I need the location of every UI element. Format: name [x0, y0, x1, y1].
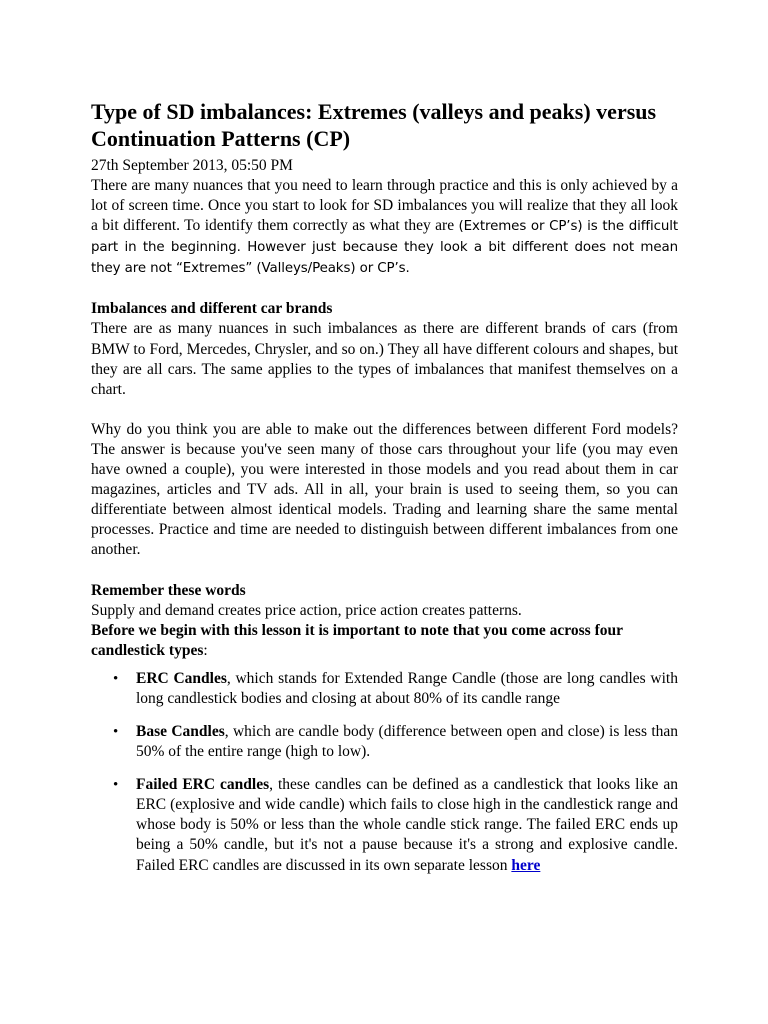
- ford-models-paragraph: Why do you think you are able to make out the differences between different Ford models? The answer is because you've seen many of those cars throughout your life (you may even have owned a couple), you were interested in those models and you read about them in car magazines, articles and TV ads. All in all, your brain is used to seeing them, so you can differentiate between almost identical models. Trading and learning share the same mental processes. Practice and time are needed to distinguish between different imbalances from one another.: [91, 420, 678, 559]
- list-item-text: , these candles can be defined as a candlestick that looks like an ERC (explosive and wide candle) which fails to close high in the candlestick range and whose body is 50% or less than the whole candle stick range. The failed ERC ends up being a 50% candle, but it's not a pause because it's a strong and explosive candle. Failed ERC candles are discussed in its own separate lesson: [136, 776, 678, 874]
- list-item: [91, 722, 678, 762]
- article-title: Type of SD imbalances: Extremes (valleys and peaks) versus Continuation Patterns (CP): [91, 99, 657, 151]
- bullet-icon: •: [113, 670, 119, 687]
- intro-paragraph: [91, 176, 678, 279]
- spacer: [91, 400, 678, 420]
- candle-type-list: [91, 669, 678, 876]
- spacer: [91, 279, 678, 299]
- list-item: [91, 669, 678, 709]
- lesson-intro-colon: :: [203, 641, 208, 659]
- intro-text-sans: (Extremes or CP’s) is the difficult part in the beginning. However just because they look a bit different does not mean they are not “Extremes” (Valleys/Peaks) or CP’s.: [91, 219, 679, 277]
- list-item-text: , which stands for Extended Range Candle (those are long candles with long candlestick bodies and closing at about 80% of its candle range: [136, 669, 678, 707]
- section-heading-car-brands: Imbalances and different car brands: [91, 300, 333, 318]
- spacer: [91, 561, 678, 581]
- list-item-term: ERC Candles: [136, 669, 227, 687]
- list-item: [91, 775, 678, 875]
- bullet-icon: •: [113, 723, 119, 740]
- lesson-intro-bold: Before we begin with this lesson it is important to note that you come across four candlestick types: [91, 621, 623, 659]
- bullet-icon: •: [113, 777, 119, 794]
- lesson-intro: [91, 621, 678, 661]
- failed-erc-lesson-link[interactable]: here: [511, 856, 541, 874]
- article-date: 27th September 2013, 05:50 PM: [91, 157, 293, 174]
- section-heading-remember: Remember these words: [91, 581, 246, 599]
- list-item-term: Failed ERC candles: [136, 776, 270, 794]
- list-item-term: Base Candles: [136, 722, 225, 740]
- remember-line: Supply and demand creates price action, price action creates patterns.: [91, 601, 522, 619]
- intro-text-serif: There are many nuances that you need to learn through practice and this is only achieved by a lot of screen time. Once you start to look for SD imbalances you will realize that they all look a bit different. To identify them correctly as what they are: [91, 177, 678, 235]
- article: [91, 98, 678, 889]
- car-brands-paragraph: There are as many nuances in such imbalances as there are different brands of cars (from BMW to Ford, Mercedes, Chrysler, and so on.) They all have different colours and shapes, but they are all cars. The same applies to the types of imbalances that manifest themselves on a chart.: [91, 320, 678, 398]
- list-item-text: , which are candle body (difference between open and close) is less than 50% of the entire range (high to low).: [136, 722, 679, 761]
